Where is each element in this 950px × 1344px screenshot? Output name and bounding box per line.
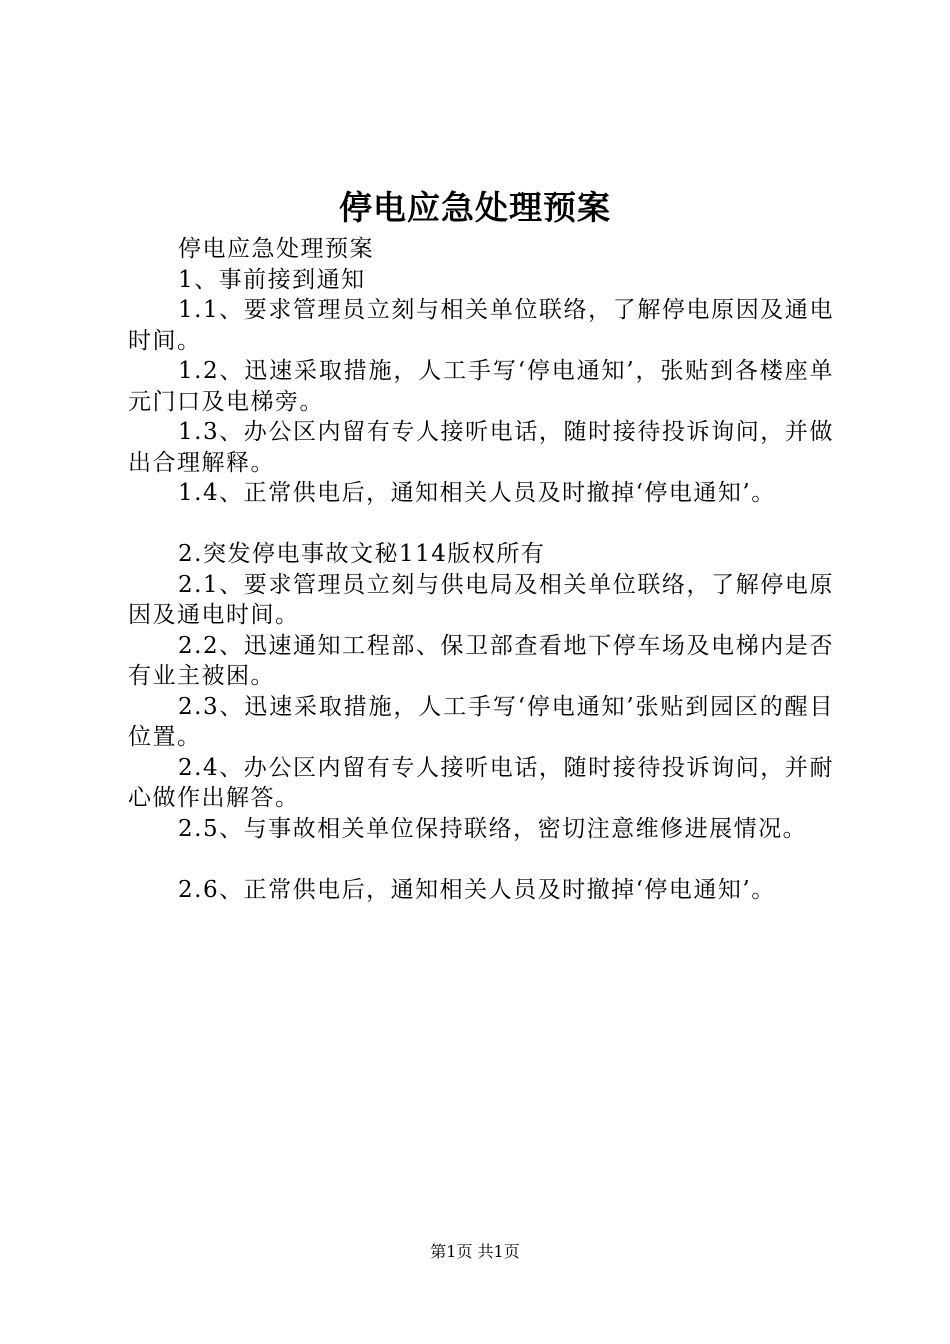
paragraph-section-1-heading: 1、事前接到通知	[178, 266, 366, 293]
paragraph-2-2: 2.2、迅速通知工程部、保卫部查看地下停车场及电梯内是否有业主被困。	[128, 632, 834, 689]
paragraph-section-2-heading: 2.突发停电事故文秘114版权所有	[178, 541, 546, 567]
paragraph-2-5: 2.5、与事故相关单位保持联络，密切注意维修进展情况。	[178, 815, 808, 842]
paragraph-1-2: 1.2、迅速采取措施，人工手写‘停电通知’，张贴到各楼座单元门口及电梯旁。	[128, 358, 834, 415]
paragraph-1-4: 1.4、正常供电后，通知相关人员及时撤掉‘停电通知’。	[178, 480, 776, 506]
paragraph-2-3: 2.3、迅速采取措施，人工手写‘停电通知’张贴到园区的醒目位置。	[128, 693, 834, 750]
paragraph-1-3: 1.3、办公区内留有专人接听电话，随时接待投诉询问，并做出合理解释。	[128, 419, 834, 476]
paragraph-spacer	[128, 844, 834, 875]
paragraph-2-1: 2.1、要求管理员立刻与供电局及相关单位联络，了解停电原因及通电时间。	[128, 571, 834, 628]
page-footer: 第1页 共1页	[430, 1242, 520, 1261]
document-title: 停电应急处理预案	[339, 188, 611, 227]
paragraph-2-4: 2.4、办公区内留有专人接听电话，随时接待投诉询问，并耐心做作出解答。	[128, 754, 834, 811]
paragraph-1-1: 1.1、要求管理员立刻与相关单位联络，了解停电原因及通电时间。	[128, 297, 834, 354]
paragraph-spacer	[128, 509, 834, 540]
document-body	[128, 234, 834, 905]
paragraph-subtitle: 停电应急处理预案	[178, 236, 374, 262]
paragraph-2-6: 2.6、正常供电后，通知相关人员及时撤掉‘停电通知’。	[178, 876, 776, 903]
